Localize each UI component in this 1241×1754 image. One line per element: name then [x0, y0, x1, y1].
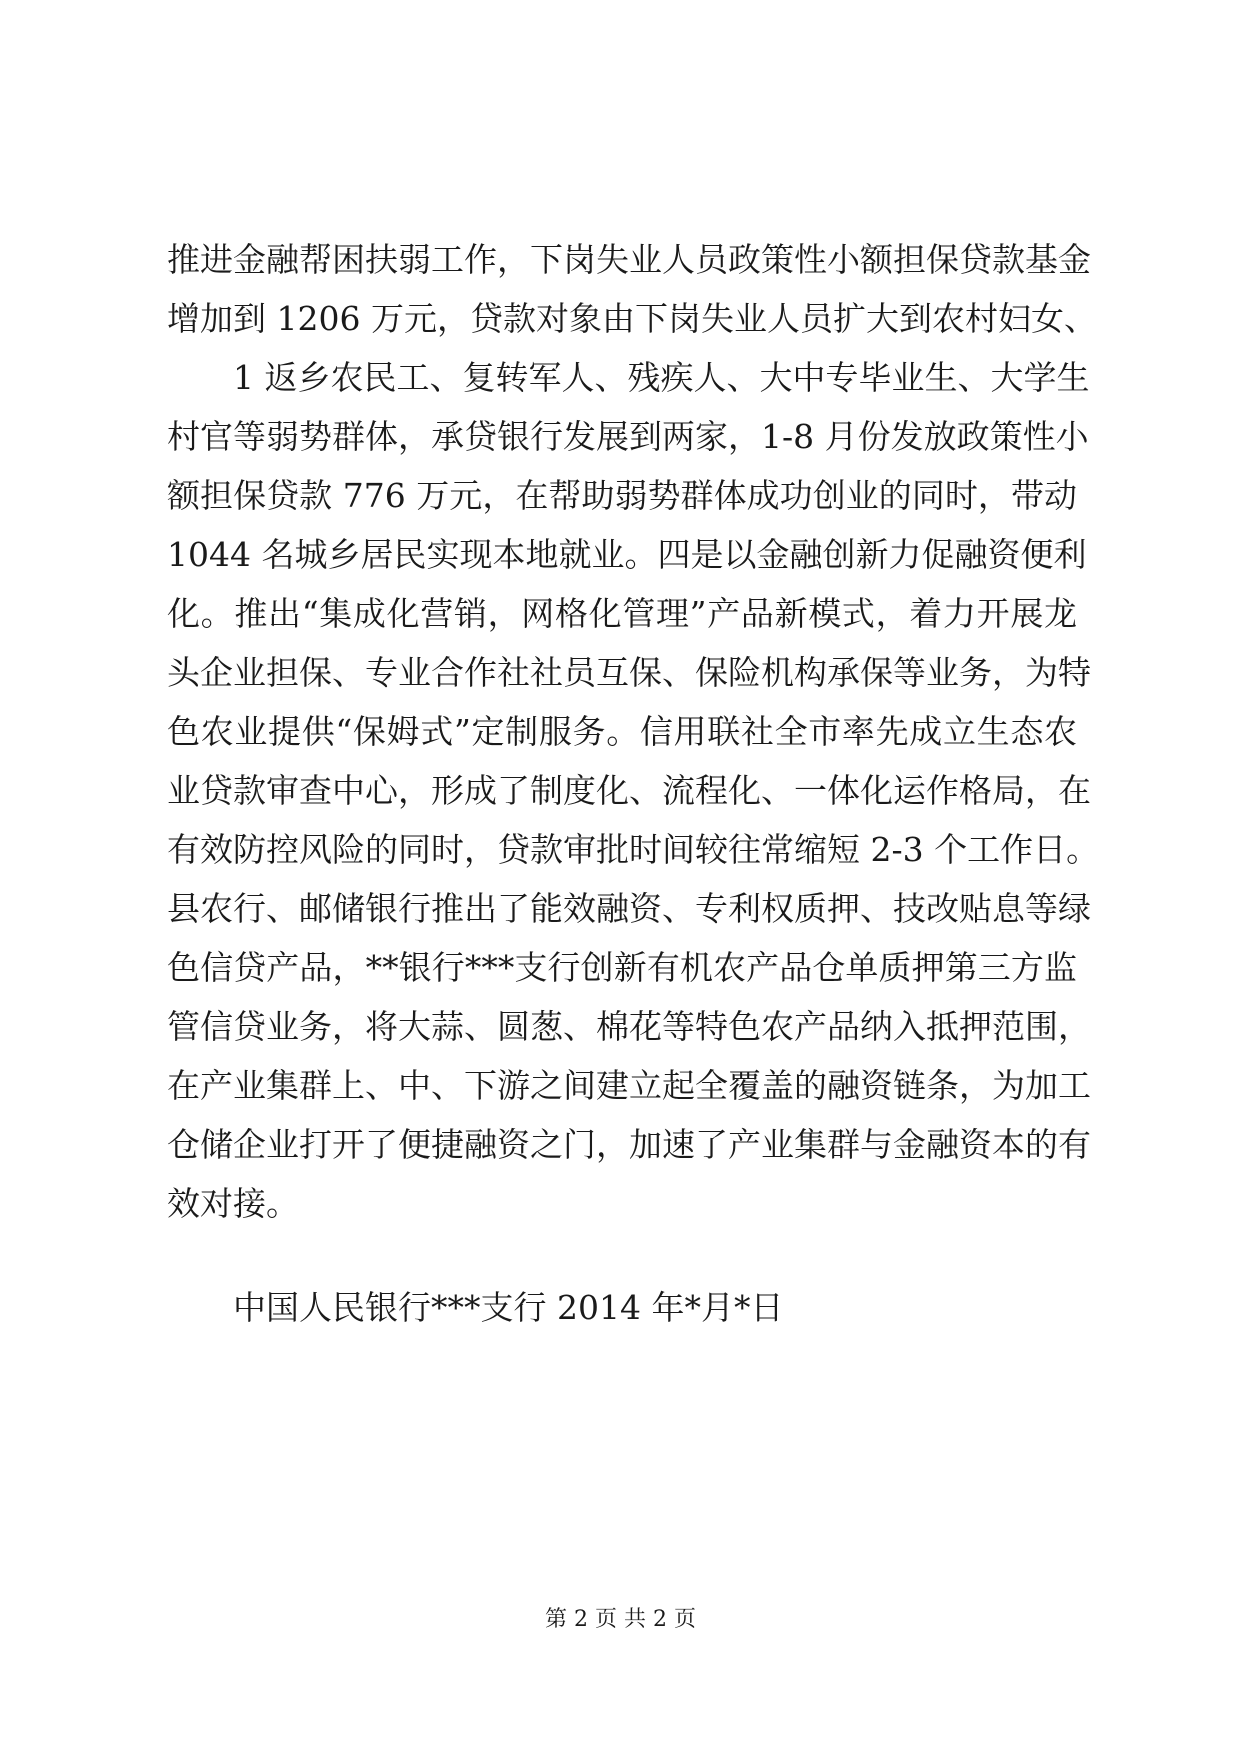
text-line: 色信贷产品，**银行***支行创新有机农产品仓单质押第三方监	[167, 948, 1077, 987]
text-line: 村官等弱势群体，承贷银行发展到两家，1-8 月份发放政策性小	[167, 417, 1089, 456]
text-line: 化。推出“集成化营销，网格化管理”产品新模式，着力开展龙	[167, 594, 1077, 633]
body-paragraph	[167, 230, 1100, 1233]
text-line: 1044 名城乡居民实现本地就业。四是以金融创新力促融资便利	[167, 535, 1087, 574]
text-line: 业贷款审查中心，形成了制度化、流程化、一体化运作格局，在	[167, 771, 1091, 810]
text-line: 管信贷业务，将大蒜、圆葱、棉花等特色农产品纳入抵押范围，	[167, 1007, 1091, 1046]
text-line: 额担保贷款 776 万元，在帮助弱势群体成功创业的同时，带动	[167, 476, 1077, 515]
text-line: 1 返乡农民工、复转军人、残疾人、大中专毕业生、大学生	[233, 358, 1090, 397]
text-line: 推进金融帮困扶弱工作，下岗失业人员政策性小额担保贷款基金	[167, 240, 1091, 279]
signature-line: 中国人民银行***支行 2014 年*月*日	[233, 1288, 784, 1327]
text-line: 增加到 1206 万元，贷款对象由下岗失业人员扩大到农村妇女、	[167, 299, 1097, 338]
text-line: 在产业集群上、中、下游之间建立起全覆盖的融资链条，为加工	[167, 1066, 1091, 1105]
text-line: 头企业担保、专业合作社社员互保、保险机构承保等业务，为特	[167, 653, 1091, 692]
text-line: 效对接。	[167, 1184, 299, 1223]
text-line: 县农行、邮储银行推出了能效融资、专利权质押、技改贴息等绿	[167, 889, 1091, 928]
text-line: 仓储企业打开了便捷融资之门，加速了产业集群与金融资本的有	[167, 1125, 1091, 1164]
text-line: 有效防控风险的同时，贷款审批时间较往常缩短 2-3 个工作日。	[167, 830, 1100, 869]
page-footer: 第 2 页 共 2 页	[545, 1607, 696, 1632]
text-line: 色农业提供“保姆式”定制服务。信用联社全市率先成立生态农	[167, 712, 1077, 751]
